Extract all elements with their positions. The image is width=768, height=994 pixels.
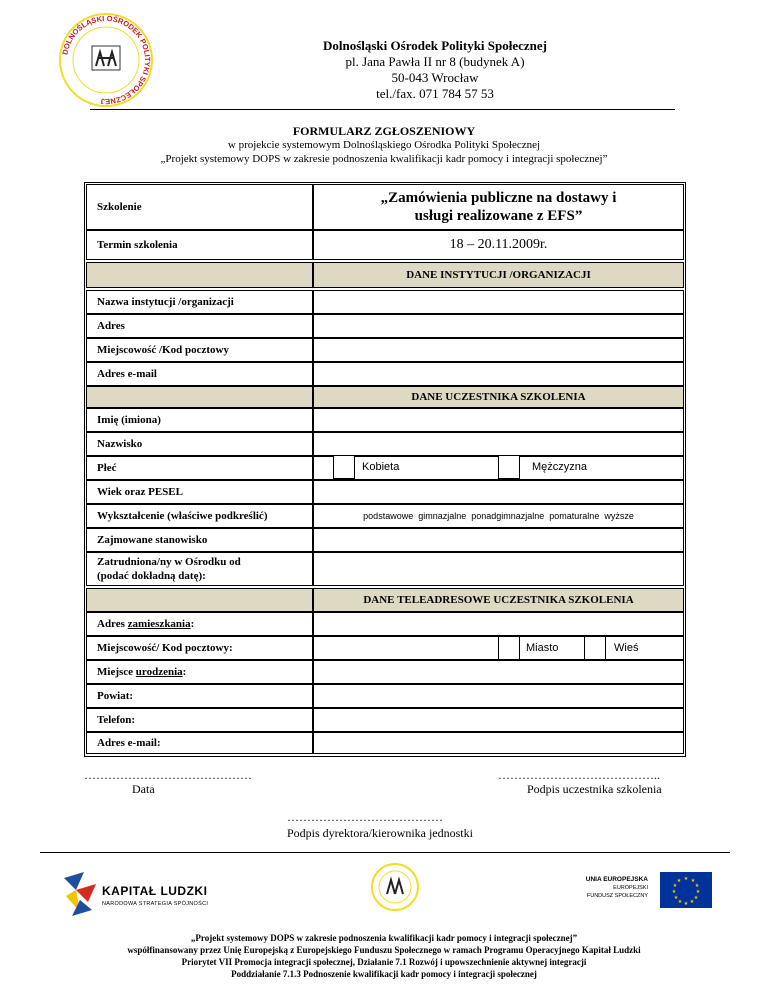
training-date-label: Termin szkolenia [86,230,313,260]
form-project: „Projekt systemowy DOPS w zakresie podnoszenia kwalifikacji kadr pomocy i integracji społecznej” [160,153,608,165]
education-label: Wykształcenie (właściwe podkreślić) [86,504,313,528]
form-title: FORMULARZ ZGŁOSZENIOWY [292,124,476,138]
section-institution-left [86,262,313,288]
city-type-town-label: Miasto [526,642,559,654]
first-name-input[interactable] [313,408,684,432]
birthplace-input[interactable] [313,660,684,684]
date-label: Data [132,782,155,796]
svg-text:★: ★ [671,889,677,895]
svg-text:★: ★ [694,883,700,889]
gender-male-label: Mężczyzna [532,461,588,473]
birthplace-label: Miejsce urodzenia : [86,660,313,684]
phone-label: Telefon: [86,708,313,732]
participant-signature-dots: ………………………………….. [498,768,660,782]
employed-since-label: Zatrudniona/ny w Ośrodku od (podać dokładną datę): [86,552,313,586]
institution-name-label: Nazwa instytucji /organizacji [86,290,313,314]
eu-flag-icon [660,872,712,908]
county-label: Powiat: [86,684,313,708]
home-address-label: Adres zamieszkania : [86,612,313,636]
city-type-village-checkbox[interactable] [584,636,606,660]
svg-text:★: ★ [672,883,678,889]
training-date-value: 18 – 20.11.2009r. [313,230,684,260]
svg-text:★: ★ [683,876,689,882]
org-address-line1: pl. Jana Pawła II nr 8 (budynek A) [345,54,525,69]
section-contact-title: DANE TELEADRESOWE UCZESTNIKA SZKOLENIA [313,588,684,612]
age-pesel-input[interactable] [313,480,684,504]
footer-line3: Priorytet VII Promocja integracji społecznej, Działanie 7.1 Rozwój i upowszechnienie aktywnej integracji [181,957,587,967]
director-signature-dots: ………………………………… [287,810,443,824]
kl-title: KAPITAŁ LUDZKI [102,884,208,898]
eu-efs-logo [570,872,715,912]
kapital-ludzki-logo [62,870,232,920]
svg-text:★: ★ [689,899,695,905]
gender-female-checkbox[interactable] [333,455,355,479]
svg-text:★: ★ [683,901,689,907]
gender-male-checkbox[interactable] [498,455,520,479]
institution-name-input[interactable] [313,290,684,314]
dops-footer-logo [370,862,420,912]
svg-text:★: ★ [673,895,679,901]
gender-label: Płeć [86,456,313,480]
city-type-village-label: Wieś [614,642,639,654]
section-participant-title: DANE UCZESTNIKA SZKOLENIA [313,386,684,408]
footer-line4: Poddziałanie 7.1.3 Podnoszenie kwalifikacji kadr pomocy i integracji społecznej [231,969,537,979]
email-input[interactable] [313,732,684,754]
dops-logo [56,10,156,110]
kl-subtitle: NARODOWA STRATEGIA SPÓJNOŚCI [102,901,209,907]
footer-line2: współfinansowany przez Unię Europejską z Europejskiego Funduszu Społecznego w ramach Programu Operacyjnego Kapitał Ludzki [127,945,641,955]
education-options[interactable]: podstawowe gimnazjalne ponadgimnazjalne pomaturalne wyższe [313,504,684,528]
position-label: Zajmowane stanowisko [86,528,313,552]
institution-city-input[interactable] [313,338,684,362]
svg-text:★: ★ [693,895,699,901]
org-phone: tel./fax. 071 784 57 53 [376,86,494,101]
svg-text:DOLNOŚLĄSKI OŚRODEK POLITYKI S: DOLNOŚLĄSKI OŚRODEK POLITYKI SPOŁECZNEJ [60,13,153,107]
director-signature-label: Podpis dyrektora/kierownika jednostki [287,826,473,840]
org-name: Dolnośląski Ośrodek Polityki Społecznej [322,38,548,53]
svg-text:★: ★ [677,899,683,905]
home-address-input[interactable] [313,612,684,636]
training-label: Szkolenie [86,184,313,230]
footer-line1: „Projekt systemowy DOPS w zakresie podnoszenia kwalifikacji kadr pomocy i integracji społecznej” [190,933,578,943]
section-participant-left [86,386,313,408]
section-institution-title: DANE INSTYTUCJI /ORGANIZACJI [313,262,684,288]
institution-email-input[interactable] [313,362,684,386]
section-contact-left [86,588,313,612]
training-value: „Zamówienia publiczne na dostawy i usługi realizowane z EFS” [313,184,684,230]
eu-line3: FUNDUSZ SPOŁECZNY [586,893,648,899]
header-divider [90,109,675,110]
phone-input[interactable] [313,708,684,732]
county-input[interactable] [313,684,684,708]
svg-text:★: ★ [690,878,696,884]
eu-line1: UNIA EUROPEJSKA [585,876,648,883]
svg-text:★: ★ [695,889,701,895]
date-dots: …………………………………… [84,768,252,782]
institution-city-label: Miejscowość /Kod pocztowy [86,338,313,362]
employed-since-input[interactable] [313,552,684,586]
eu-line2: EUROPEJSKI [613,885,648,891]
email-label: Adres e-mail: [86,732,313,754]
org-address-line2: 50-043 Wrocław [391,70,479,85]
form-subtitle: w projekcie systemowym Dolnośląskiego Ośrodka Polityki Społecznej [227,139,541,151]
city-type-town-checkbox[interactable] [498,636,520,660]
institution-address-label: Adres [86,314,313,338]
surname-label: Nazwisko [86,432,313,456]
footer-divider [40,852,730,853]
svg-text:★: ★ [676,878,682,884]
institution-email-label: Adres e-mail [86,362,313,386]
gender-female-label: Kobieta [362,461,400,473]
surname-input[interactable] [313,432,684,456]
participant-signature-label: Podpis uczestnika szkolenia [527,782,662,796]
home-city-label: Miejscowość/ Kod pocztowy: [86,636,313,660]
institution-address-input[interactable] [313,314,684,338]
age-pesel-label: Wiek oraz PESEL [86,480,313,504]
first-name-label: Imię (imiona) [86,408,313,432]
position-input[interactable] [313,528,684,552]
